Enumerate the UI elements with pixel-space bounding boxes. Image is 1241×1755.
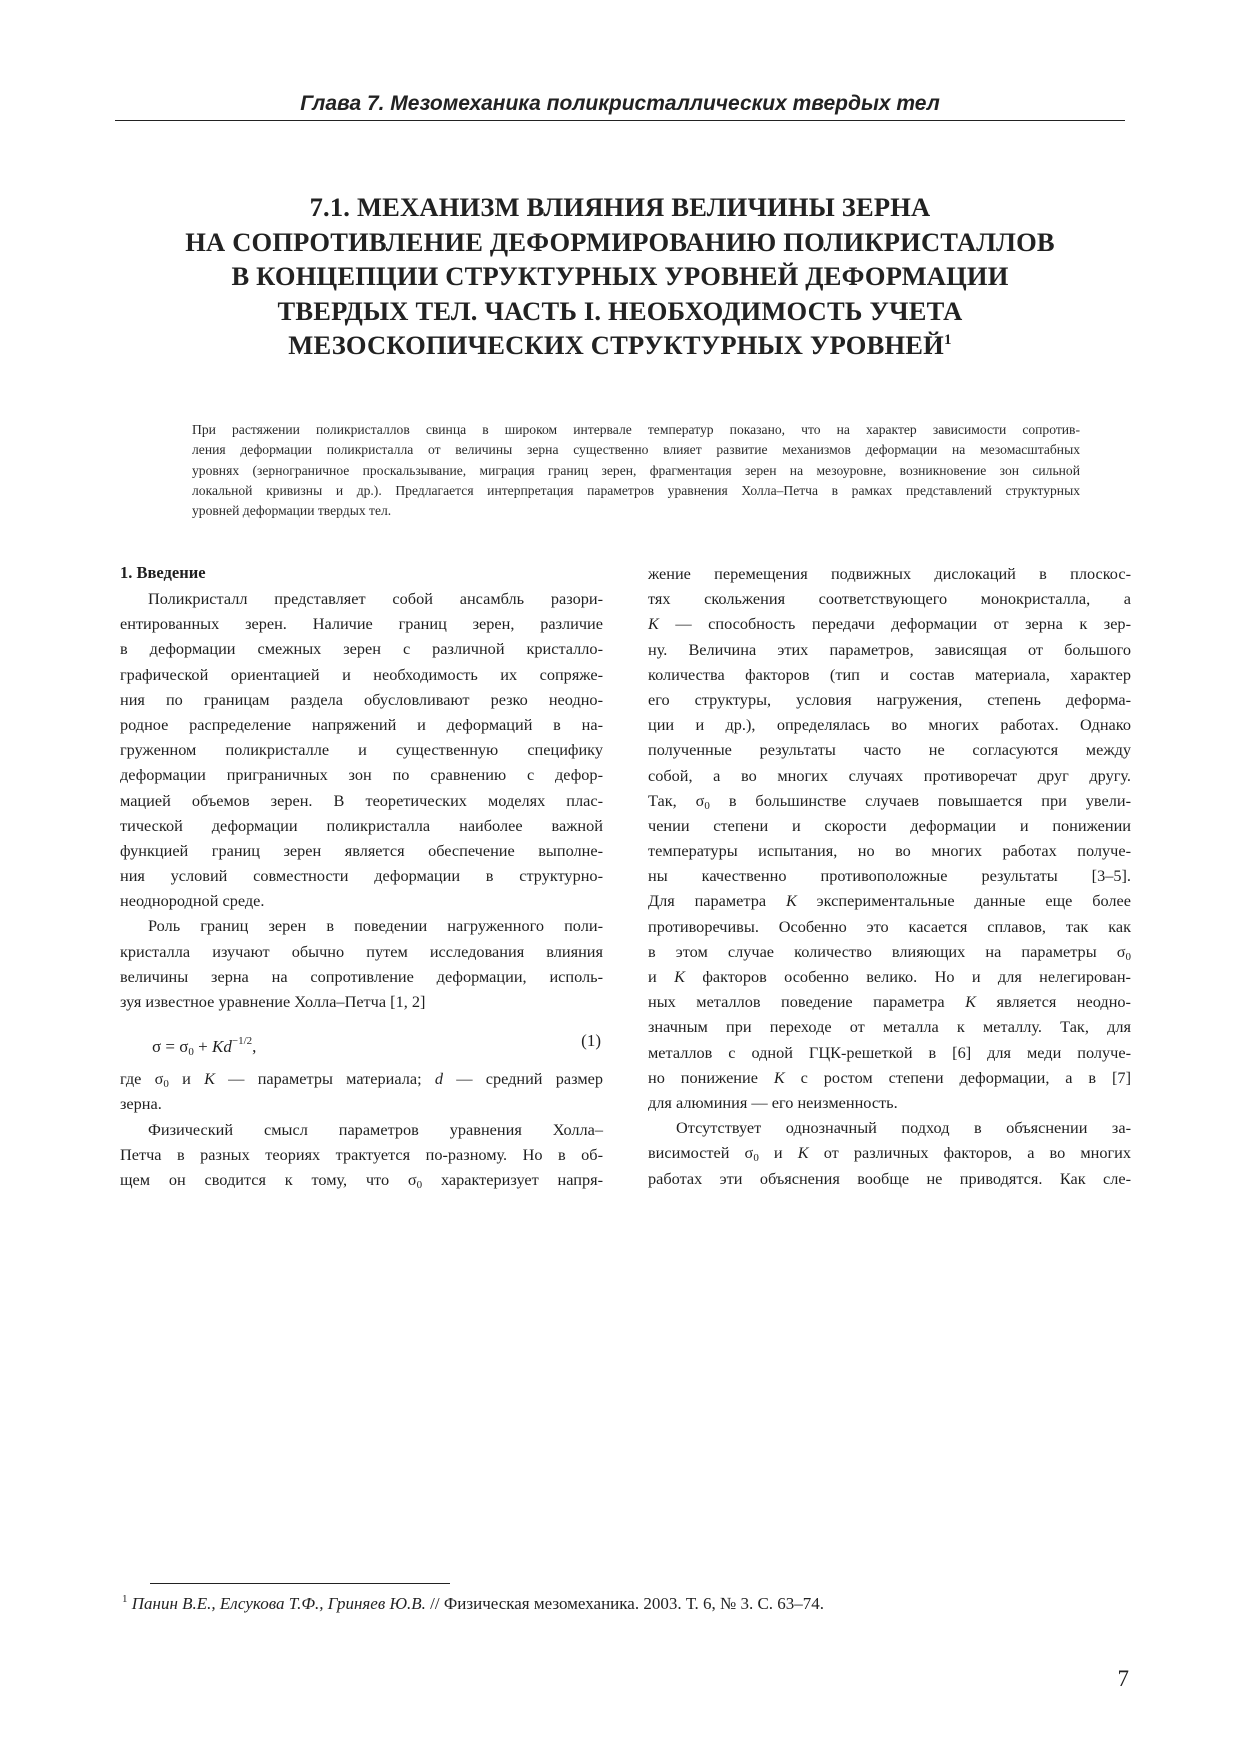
text-line: тической деформации поликристалла наиболее важной (120, 815, 603, 835)
eq-k: Kd (212, 1037, 232, 1057)
text-line (648, 1065, 1131, 1090)
text-line: чении степени и скорости деформации и понижении (648, 815, 1131, 835)
k-symbol: K (965, 992, 977, 1012)
section-heading: 1. Введение (120, 563, 206, 582)
text-line: Петча в разных теориях трактуется по-разному. Но в об- (120, 1144, 603, 1164)
abstract-line: уровней деформации твердых тел. (192, 503, 392, 519)
k-symbol: K (674, 967, 685, 986)
text-line: ния условий совместности деформации в структурно- (120, 866, 603, 886)
text-line (648, 788, 1131, 813)
text-fragment: от различных факторов, а во многих (808, 1143, 1132, 1163)
footnote-authors: Панин В.Е., Елсукова Т.Ф., Гриняев Ю.В. (131, 1594, 426, 1613)
text-line: мацией объемов зерен. В теоретических моделях плас- (120, 790, 603, 810)
text-line: противоречивы. Особенно это касается сплавов, так как (648, 916, 1131, 936)
text-line: для алюминия — его неизменность. (648, 1092, 898, 1112)
footnote-citation: // Физическая мезомеханика. 2003. Т. 6, № 3. С. 63–74. (425, 1594, 825, 1613)
title-line: НА СОПРОТИВЛЕНИЕ ДЕФОРМИРОВАНИЮ ПОЛИКРИСТАЛЛОВ (185, 226, 1055, 257)
text-fragment: и (648, 967, 675, 986)
text-fragment: с ростом степени деформации, а в [7] (784, 1067, 1131, 1087)
equation-number: (1) (581, 1031, 601, 1051)
title-line: 7.1. МЕХАНИЗМ ВЛИЯНИЯ ВЕЛИЧИНЫ ЗЕРНА (309, 192, 931, 222)
text-line: собой, а во многих случаях противоречат друг другу. (648, 765, 1131, 785)
abstract-line: ления деформации поликристалла от величины зерна существенно влияет развитие механизмов деформации на мезомасштабных (192, 442, 1080, 458)
eq-sub: 0 (188, 1046, 194, 1059)
sigma-sub: 0 (753, 1152, 759, 1165)
title-line: ТВЕРДЫХ ТЕЛ. ЧАСТЬ I. НЕОБХОДИМОСТЬ УЧЕТА (277, 295, 963, 326)
eq-plus: + (193, 1037, 213, 1057)
text-fragment: висимостей σ (648, 1143, 754, 1163)
k-symbol: K (797, 1143, 809, 1163)
text-fragment: является неодно- (976, 992, 1131, 1012)
text-line: ции и др.), определялась во многих работах. Однако (648, 715, 1131, 735)
running-head: Глава 7. Мезомеханика поликристаллических твердых тел (115, 92, 1125, 121)
text-line (648, 964, 1131, 989)
eq-tail: , (252, 1037, 257, 1057)
text-line: родное распределение напряжений и деформаций в на- (120, 714, 603, 734)
eq-exponent: −1/2 (231, 1035, 253, 1048)
text-line (648, 888, 1131, 913)
text-fragment: где σ (120, 1069, 164, 1089)
abstract (192, 420, 1080, 521)
k-symbol: K (785, 891, 797, 911)
title-line (115, 328, 1125, 363)
eq-lhs: σ = σ (152, 1037, 189, 1057)
text-line: металлов с одной ГЦК-решеткой в [6] для меди получе- (648, 1042, 1131, 1062)
text-line: груженном поликристалле и существенную специфику (120, 740, 603, 760)
text-fragment: характеризует напря- (422, 1169, 603, 1189)
text-line: ентированных зерен. Наличие границ зерен, различие (120, 614, 603, 634)
text-fragment: Для параметра (648, 891, 786, 911)
d-symbol: d (434, 1069, 443, 1089)
text-fragment: в этом случае количество влияющих на параметры σ (648, 941, 1126, 961)
text-line: значным при переходе от металла к металлу. Так, для (648, 1017, 1131, 1037)
k-symbol: K (648, 614, 659, 634)
text-fragment: — способность передачи деформации от зерна к зер- (658, 614, 1131, 634)
text-line: величины зерна на сопротивление деформации, исполь- (120, 966, 603, 986)
text-line: графической ориентацией и необходимость их сопряже- (120, 664, 603, 684)
text-fragment: и (758, 1143, 798, 1163)
text-line (648, 1140, 1131, 1165)
text-fragment: Так, σ (648, 790, 705, 810)
text-line: Отсутствует однозначный подход в объяснении за- (676, 1118, 1131, 1138)
text-line: ны качественно противоположные результаты [3–5]. (648, 866, 1131, 886)
text-line: неоднородной среде. (120, 891, 265, 911)
text-fragment: ных металлов поведение параметра (648, 992, 966, 1012)
text-line (648, 989, 1131, 1014)
text-line: температуры испытания, но во многих работах получе- (648, 841, 1131, 861)
footnote (122, 1593, 824, 1614)
text-line: его структуры, условия нагружения, степень деформа- (648, 689, 1131, 709)
text-line: полученные результаты часто не согласуются между (648, 740, 1131, 760)
abstract-line: уровнях (зернограничное проскальзывание, миграция границ зерен, фрагментация зерен на мезоуровне, возникновение зон сильной (192, 462, 1080, 478)
text-fragment: факторов особенно велико. Но и для нелегирован- (684, 967, 1131, 986)
text-line: зерна. (120, 1094, 162, 1114)
page-number: 7 (1117, 1666, 1129, 1691)
abstract-line: При растяжении поликристаллов свинца в широком интервале температур показано, что на характер зависимости сопротив- (192, 422, 1080, 437)
sigma-sub: 0 (1125, 950, 1131, 963)
k-symbol: K (773, 1067, 785, 1087)
text-fragment: в большинстве случаев повышается при увели- (709, 790, 1131, 810)
title-line: В КОНЦЕПЦИИ СТРУКТУРНЫХ УРОВНЕЙ ДЕФОРМАЦИИ (231, 261, 1009, 291)
k-symbol: K (204, 1069, 215, 1089)
text-line (120, 1167, 603, 1192)
hall-petch-equation (120, 1020, 603, 1062)
text-line: кристалла изучают обычно путем исследования влияния (120, 941, 603, 961)
sigma-sub: 0 (416, 1178, 423, 1191)
text-fragment: — параметры материала; (214, 1069, 435, 1089)
text-line: ну. Величина этих параметров, зависящая от большого (648, 639, 1131, 659)
equation-expression (152, 1020, 256, 1073)
text-fragment: экспериментальные данные еще более (796, 891, 1131, 911)
text-line: Поликристалл представляет собой ансамбль разори- (148, 589, 603, 608)
text-line: работах эти объяснения вообще не приводятся. Как сле- (648, 1168, 1131, 1188)
sigma-sub: 0 (704, 799, 710, 812)
text-line: в деформации смежных зерен с различной кристалло- (120, 639, 603, 659)
article-title (115, 190, 1125, 363)
text-line (648, 611, 1131, 636)
text-fragment: и (168, 1069, 205, 1089)
text-line: тях скольжения соответствующего монокристалла, а (648, 589, 1131, 609)
text-line: жение перемещения подвижных дислокаций в плоскос- (648, 564, 1131, 583)
footnote-mark: 1 (122, 1593, 128, 1605)
right-column (648, 561, 1131, 1191)
left-column (120, 560, 603, 1192)
text-fragment: — средний размер (442, 1069, 603, 1089)
text-line: деформации приграничных зон по сравнению с дефор- (120, 765, 603, 785)
text-line: Физический смысл параметров уравнения Холла– (148, 1119, 603, 1139)
text-fragment: щем он сводится к тому, что σ (120, 1169, 417, 1189)
footnote-divider (150, 1583, 450, 1584)
sigma-sub: 0 (163, 1078, 169, 1091)
text-line: ния по границам раздела обусловливают резко неодно- (120, 689, 603, 709)
text-line: количества факторов (тип и состав материала, характер (648, 664, 1131, 684)
text-line (648, 939, 1131, 964)
text-line: функцией границ зерен является обеспечение выполне- (120, 840, 603, 860)
text-line: Роль границ зерен в поведении нагруженного поли- (148, 916, 603, 936)
text-line: зуя известное уравнение Холла–Петча [1, 2] (120, 992, 426, 1011)
title-footnote-mark: 1 (944, 332, 952, 349)
text-fragment: но понижение (648, 1067, 774, 1087)
title-line-text: МЕЗОСКОПИЧЕСКИХ СТРУКТУРНЫХ УРОВНЕЙ (288, 330, 944, 360)
abstract-line: локальной кривизны и др.). Предлагается интерпретация параметров уравнения Холла–Петча в рамках представлений структурных (192, 482, 1080, 498)
